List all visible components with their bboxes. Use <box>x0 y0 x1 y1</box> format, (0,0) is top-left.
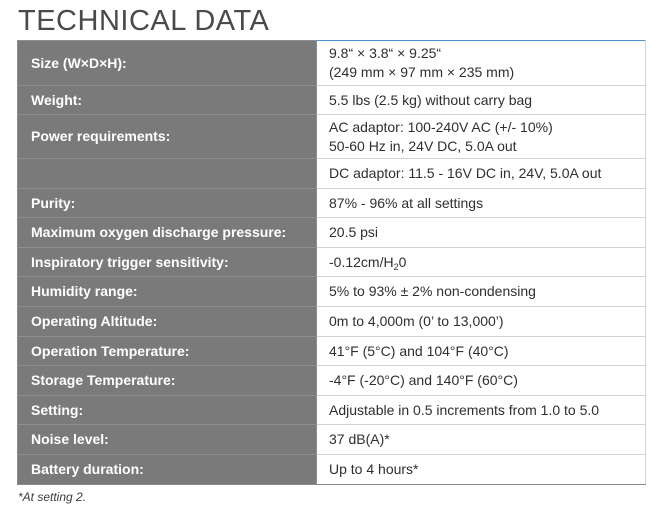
spec-label: Storage Temperature: <box>18 366 317 396</box>
spec-value <box>317 248 646 277</box>
spec-value-line: 41°F (5°C) and 104°F (40°C) <box>329 342 509 359</box>
spec-value <box>317 159 646 189</box>
spec-row-size <box>18 41 646 86</box>
spec-row-max-pressure <box>18 218 646 248</box>
spec-value-subscript: 2 <box>393 261 399 272</box>
spec-row-setting <box>18 396 646 425</box>
spec-label: Size (W×D×H): <box>18 41 317 86</box>
spec-value-text: -0.12cm/H <box>329 253 394 270</box>
spec-value <box>317 41 646 86</box>
spec-value-line: Adjustable in 0.5 increments from 1.0 to 5.0 <box>329 401 600 418</box>
spec-row-power <box>18 115 646 159</box>
spec-value <box>317 396 646 425</box>
spec-value-line: 20.5 psi <box>329 224 379 240</box>
spec-value-line: 37 dB(A)* <box>329 431 390 447</box>
spec-label: Noise level: <box>18 425 317 455</box>
spec-value <box>317 86 646 115</box>
spec-value-line: 50-60 Hz in, 24V DC, 5.0A out <box>329 137 517 154</box>
spec-row-humidity <box>18 277 646 307</box>
spec-label: Power requirements: <box>18 115 317 159</box>
spec-value-text: 0 <box>398 253 407 270</box>
spec-value-line: (249 mm × 97 mm × 235 mm) <box>329 64 515 80</box>
spec-value <box>317 366 646 396</box>
spec-value-line: 0m to 4,000m (0’ to 13,000’) <box>329 313 504 329</box>
spec-row-trigger <box>18 248 646 277</box>
spec-value <box>317 425 646 455</box>
spec-label <box>18 159 317 189</box>
spec-row-altitude <box>18 307 646 337</box>
spec-label: Purity: <box>18 189 317 218</box>
spec-value <box>317 455 646 485</box>
spec-label: Maximum oxygen discharge pressure: <box>18 218 317 248</box>
spec-value <box>317 218 646 248</box>
spec-label: Setting: <box>18 396 317 425</box>
spec-label: Operating Altitude: <box>18 307 317 337</box>
page-title: TECHNICAL DATA <box>18 5 270 37</box>
spec-value <box>317 337 646 366</box>
spec-value-line: -4°F (-20°C) and 140°F (60°C) <box>329 372 518 388</box>
spec-value-line <box>329 253 633 272</box>
spec-label: Humidity range: <box>18 277 317 307</box>
spec-row-purity <box>18 189 646 218</box>
spec-row-operation-temp <box>18 337 646 366</box>
spec-row-noise <box>18 425 646 455</box>
spec-label: Battery duration: <box>18 455 317 485</box>
spec-value-line: 5.5 lbs (2.5 kg) without carry bag <box>329 91 533 108</box>
spec-value <box>317 307 646 337</box>
spec-table <box>17 40 646 485</box>
spec-table-body <box>18 41 646 485</box>
spec-label: Operation Temperature: <box>18 337 317 366</box>
spec-value <box>317 115 646 159</box>
spec-row-battery <box>18 455 646 485</box>
footnote: *At setting 2. <box>18 490 87 504</box>
spec-value-line: 87% - 96% at all settings <box>329 194 484 211</box>
spec-label: Weight: <box>18 86 317 115</box>
spec-row-weight <box>18 86 646 115</box>
spec-label: Inspiratory trigger sensitivity: <box>18 248 317 277</box>
spec-value-line: 9.8“ × 3.8“ × 9.25“ <box>329 45 442 61</box>
spec-value-line: AC adaptor: 100-240V AC (+/- 10%) <box>329 118 553 135</box>
spec-row-power-dc <box>18 159 646 189</box>
spec-value <box>317 189 646 218</box>
spec-value-line: DC adaptor: 11.5 - 16V DC in, 24V, 5.0A out <box>329 165 602 181</box>
spec-value-line: Up to 4 hours* <box>329 461 419 477</box>
spec-value <box>317 277 646 307</box>
spec-row-storage-temp <box>18 366 646 396</box>
spec-value-line: 5% to 93% ± 2% non-condensing <box>329 283 536 299</box>
